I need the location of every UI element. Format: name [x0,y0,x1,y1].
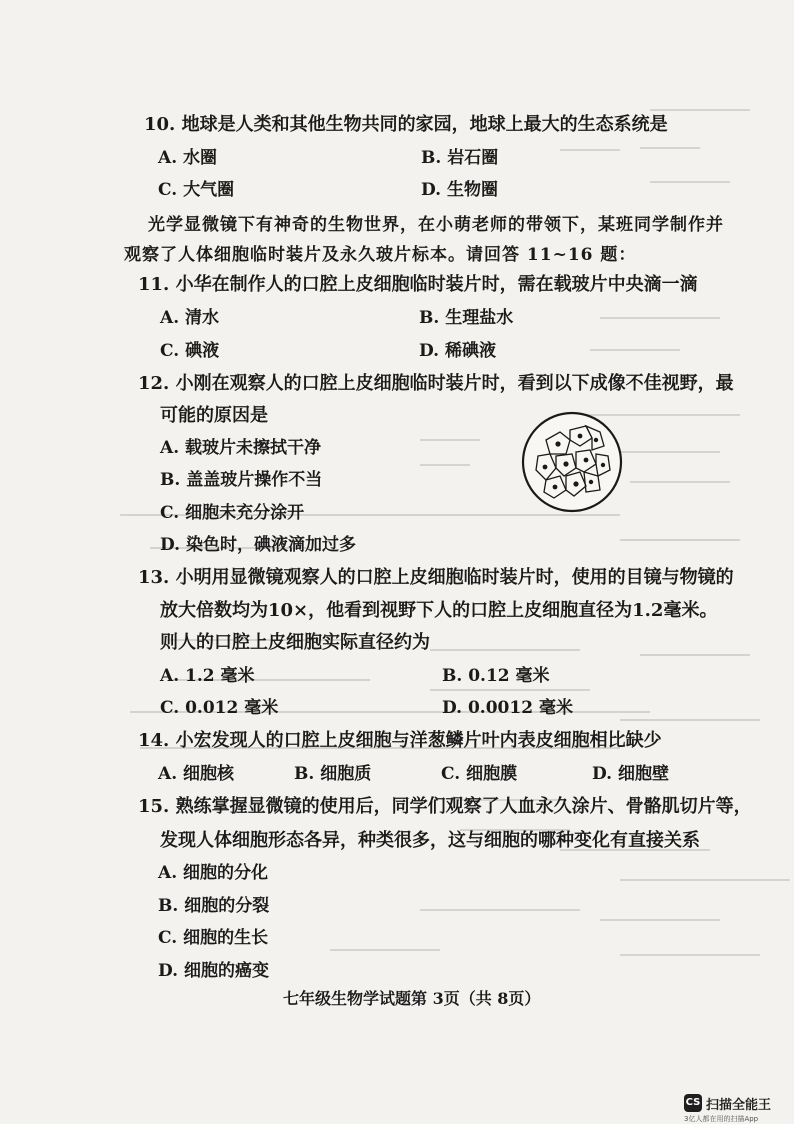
question-13-stem-line-1: 13. 小明用显微镜观察人的口腔上皮细胞临时装片时，使用的目镜与物镜的 [138,567,734,588]
question-15-option-a: A. 细胞的分化 [158,863,269,883]
camscanner-logo-icon: CS [684,1094,702,1112]
question-11-stem: 11. 小华在制作人的口腔上皮细胞临时装片时，需在载玻片中央滴一滴 [138,274,698,295]
question-15-stem-line-2: 发现人体细胞形态各异，种类很多，这与细胞的哪种变化有直接关系 [160,830,700,851]
question-14-option-c: C. 细胞膜 [441,764,518,784]
question-15-option-d: D. 细胞的癌变 [158,961,269,981]
question-10-stem: 10. 地球是人类和其他生物共同的家园，地球上最大的生态系统是 [144,114,668,135]
question-15-option-b: B. 细胞的分裂 [158,896,270,916]
question-15-option-c: C. 细胞的生长 [158,928,269,948]
question-11-option-b: B. 生理盐水 [419,308,514,328]
question-14-option-b: B. 细胞质 [294,764,372,784]
question-10-option-c: C. 大气圈 [158,180,235,200]
question-15-stem-line-1: 15. 熟练掌握显微镜的使用后，同学们观察了人血永久涂片、骨骼肌切片等， [138,796,752,817]
question-13-option-c: C. 0.012 毫米 [160,698,279,718]
question-14-option-a: A. 细胞核 [158,764,235,784]
question-11-option-a: A. 清水 [160,308,220,328]
question-13-option-d: D. 0.0012 毫米 [442,698,573,718]
question-13-option-b: B. 0.12 毫米 [442,666,550,686]
question-12-option-a: A. 载玻片未擦拭干净 [160,438,322,458]
question-14-option-d: D. 细胞壁 [592,764,669,784]
watermark-title: 扫描全能王 [706,1098,772,1113]
question-12-option-b: B. 盖盖玻片操作不当 [160,470,323,490]
question-12-option-c: C. 细胞未充分涂开 [160,503,305,523]
question-10-option-d: D. 生物圈 [421,180,498,200]
microscope-field-diagram [520,410,625,515]
question-12-option-d: D. 染色时，碘液滴加过多 [160,535,356,555]
question-13-stem-line-3: 则人的口腔上皮细胞实际直径约为 [160,632,430,653]
page-footer: 七年级生物学试题第 3页（共 8页） [283,989,541,1008]
question-10-option-a: A. 水圈 [158,148,218,168]
question-12-stem-line-1: 12. 小刚在观察人的口腔上皮细胞临时装片时，看到以下成像不佳视野，最 [138,373,734,394]
passage-line-2: 观察了人体细胞临时装片及永久玻片标本。请回答 11~16 题： [124,245,637,265]
question-13-stem-line-2: 放大倍数均为10×，他看到视野下人的口腔上皮细胞直径为1.2毫米。 [160,600,718,621]
question-11-option-d: D. 稀碘液 [419,341,496,361]
passage-line-1: 光学显微镜下有神奇的生物世界，在小萌老师的带领下，某班同学制作并 [148,215,724,235]
question-11-option-c: C. 碘液 [160,341,220,361]
watermark-subtitle: 3亿人都在用的扫描App [684,1115,759,1123]
question-14-stem: 14. 小宏发现人的口腔上皮细胞与洋葱鳞片叶内表皮细胞相比缺少 [138,730,662,751]
question-12-stem-line-2: 可能的原因是 [160,405,268,426]
question-13-option-a: A. 1.2 毫米 [160,666,255,686]
question-10-option-b: B. 岩石圈 [421,148,499,168]
